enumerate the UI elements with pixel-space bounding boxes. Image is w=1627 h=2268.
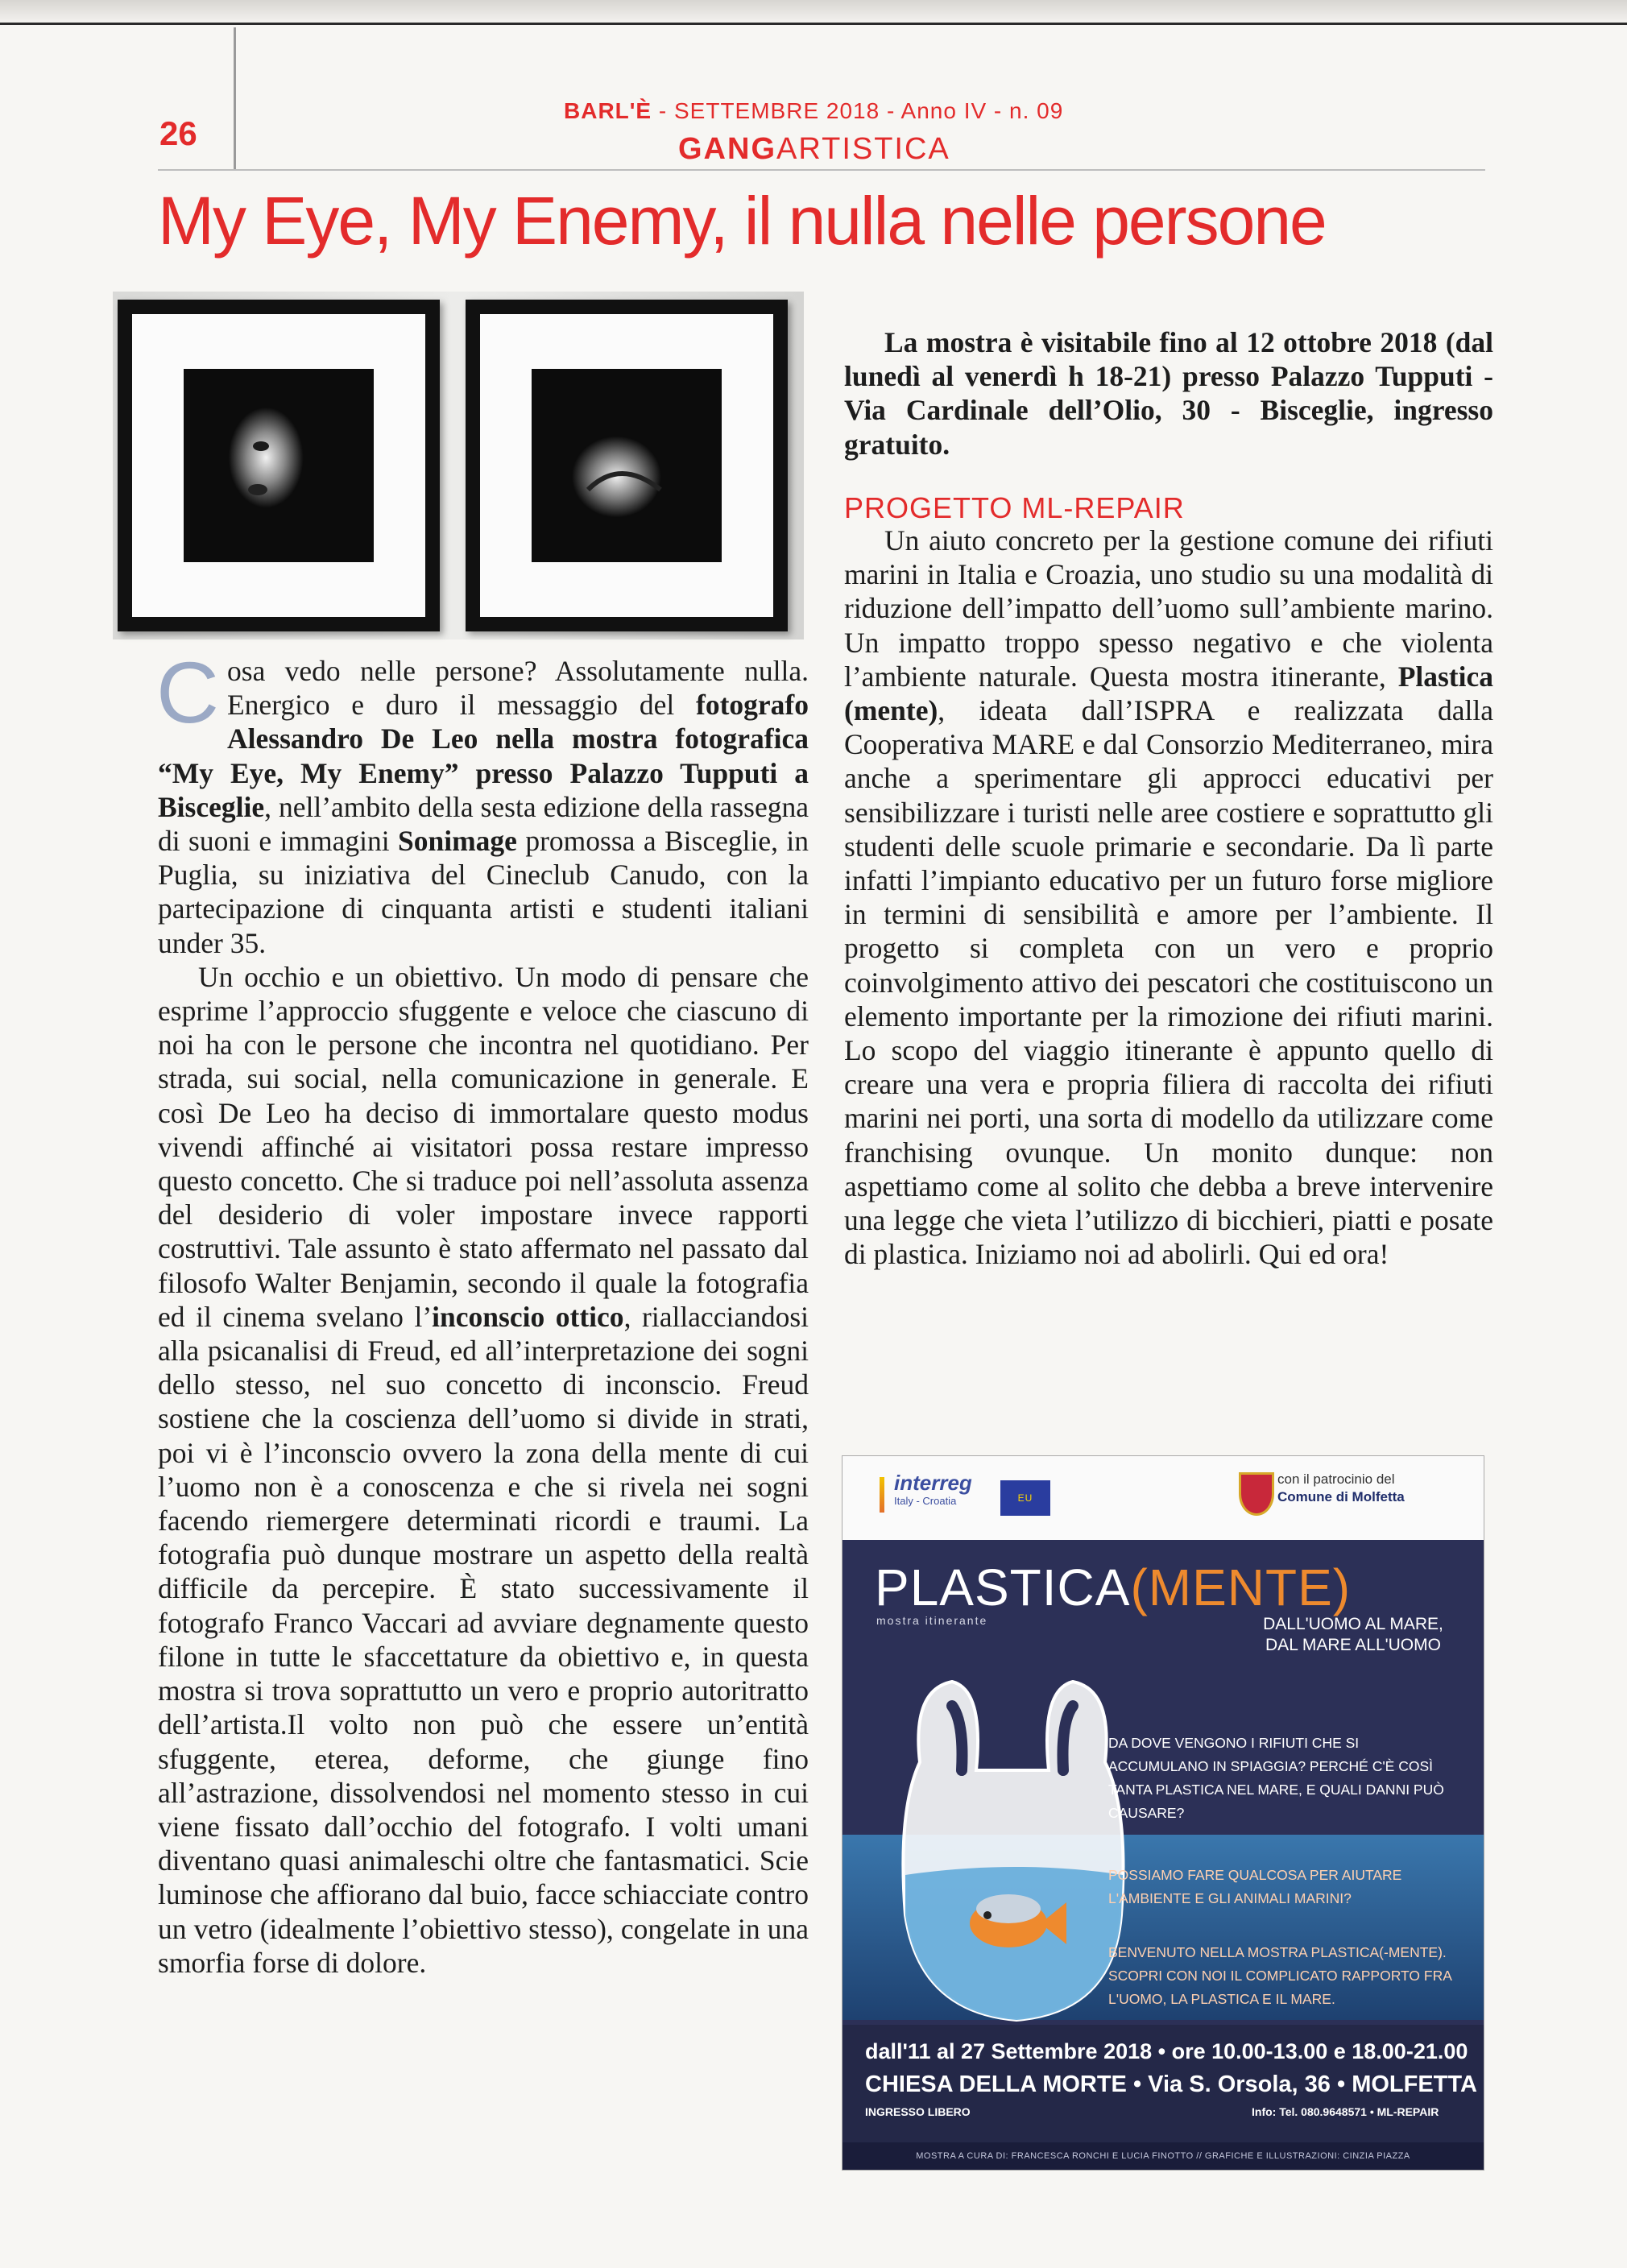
paragraph-1-c: promossa a Bisceglie, in Puglia, su iniziativa del Cineclub Canudo, con la partecipazione di cinquanta artisti e studenti italiani under 35. — [158, 825, 809, 959]
article-body-right — [844, 524, 1493, 1271]
interreg-logo — [880, 1471, 1065, 1527]
patronage — [1277, 1471, 1405, 1506]
poster-footer — [842, 2025, 1484, 2170]
paragraph-1-b: , nell’ambito della sesta edizione della rassegna di suoni e immagini — [158, 790, 809, 858]
eu-flag-icon: EU — [1000, 1480, 1050, 1516]
magazine-name: BARL'È — [564, 98, 652, 123]
poster-title — [875, 1558, 1351, 1617]
poster-question-2: POSSIAMO FARE QUALCOSA PER AIUTARE L'AMBIENTE E GLI ANIMALI MARINI? — [1108, 1867, 1402, 1906]
paragraph-2-bold: inconscio ottico — [432, 1300, 624, 1333]
poster-welcome: BENVENUTO NELLA MOSTRA PLASTICA(-MENTE). SCOPRI CON NOI IL COMPLICATO RAPPORTO FRA L'UOMO, LA PLASTICA E IL MARE. — [1108, 1944, 1451, 2007]
exhibition-poster — [842, 1456, 1484, 2170]
header-rule — [158, 169, 1485, 171]
plastic-bag-illustration — [888, 1674, 1137, 2028]
visit-info — [844, 325, 1493, 461]
patronage-line1: con il patrocinio del — [1277, 1471, 1395, 1487]
section-paragraph-a: Un aiuto concreto per la gestione comune dei rifiuti marini in Italia e Croazia, uno studio su una modalità di riduzione dell’impatto dell’uomo sull’ambiente marino. Un impatto troppo spesso negativo e che violenta l’ambiente naturale. Questa mostra itinerante, — [844, 524, 1493, 693]
section-label-rest: ARTISTICA — [776, 132, 950, 166]
drop-cap: C — [156, 644, 219, 741]
interreg-sub: Italy - Croatia — [894, 1495, 957, 1507]
poster-info: Info: Tel. 080.9648571 • ML-REPAIR — [1252, 2105, 1439, 2118]
poster-title-accent: (MENTE) — [1130, 1558, 1352, 1616]
portrait-right — [532, 369, 722, 562]
poster-venue: CHIESA DELLA MORTE • Via S. Orsola, 36 • MOLFETTA — [865, 2071, 1477, 2097]
section-label — [678, 132, 950, 167]
poster-entry: INGRESSO LIBERO — [865, 2105, 971, 2118]
poster-logo-bar — [842, 1456, 1484, 1540]
header-divider — [234, 27, 236, 169]
article-body-left — [156, 644, 809, 1980]
section-heading: PROGETTO ML-REPAIR — [844, 491, 1185, 524]
poster-title-main: PLASTICA — [875, 1558, 1131, 1616]
issue-line — [564, 98, 1063, 124]
paragraph-2-b: , riallacciandosi alla psicanalisi di Freud, ed all’interpretazione dei sogni dello stesso, nel suo concetto di inconscio. Freud sostiene che la coscienza dell’uomo si divide in strati, poi vi è l’inconscio ovvero la zona della mente di cui l’uomo non è a conoscenza e che si rivela nei sogni facendo riemergere determinati ricordi e traumi. La fotografia può dunque mostrare un aspetto della realtà difficile da percepire. È stato successivamente il fotografo Franco Vaccari ad avviare degnamente questo filone in tutte le sfaccettature da obiettivo e, in questa mostra si trova soprattutto un vero e proprio autoritratto dell’artista.Il volto non può che essere un’entità sfuggente, eterea, deforme, che giunge fino all’astrazione, dissolvendosi nel momento stesso in cui viene fissato dall’occhio del fotografo. I volti umani diventano quasi animaleschi oltre che fantasmatici. Scie luminose che affiorano dal buio, facce schiacciate contro un vetro (idealmente l’obiettivo stesso), congelate in una smorfia forse di dolore. — [158, 1300, 809, 1979]
top-rule — [0, 23, 1627, 25]
molfetta-crest-icon — [1239, 1472, 1274, 1516]
visit-info-text: La mostra è visitabile fino al 12 ottobre 2018 (dal lunedì al venerdì h 18-21) presso Palazzo Tupputi - Via Cardinale dell’Olio, 30 - Bisceglie, ingresso gratuito. — [844, 326, 1493, 461]
section-label-strong: GANG — [678, 132, 776, 166]
frame-right — [466, 300, 788, 631]
poster-tagline: DALL'UOMO AL MARE, DAL MARE ALL'UOMO — [1263, 1615, 1443, 1654]
interreg-name: interreg — [894, 1471, 972, 1495]
frame-left — [118, 300, 440, 631]
poster-question-1: DA DOVE VENGONO I RIFIUTI CHE SI ACCUMULANO IN SPIAGGIA? PERCHÉ C'È COSÌ TANTA PLASTICA NEL MARE, E QUALI DANNI PUÒ CAUSARE? — [1108, 1735, 1444, 1821]
exhibition-photo — [113, 292, 804, 639]
article-title: My Eye, My Enemy, il nulla nelle persone — [158, 183, 1326, 259]
paragraph-1-bold2: Sonimage — [398, 825, 517, 858]
page-number: 26 — [159, 114, 197, 152]
poster-dates: dall'11 al 27 Settembre 2018 • ore 10.00-13.00 e 18.00-21.00 — [865, 2039, 1468, 2063]
portrait-left — [184, 369, 374, 562]
section-paragraph-bold: Plastica (mente) — [844, 660, 1493, 727]
paragraph-1-a: osa vedo nelle persone? Assolutamente nulla. Energico e duro il messaggio del — [227, 655, 809, 722]
issue-info: - SETTEMBRE 2018 - Anno IV - n. 09 — [652, 98, 1064, 123]
section-paragraph-b: , ideata dall’ISPRA e realizzata dalla Cooperativa MARE e dal Consorzio Mediterraneo, mira anche a sperimentare gli approcci educativi per sensibilizzare i turisti nelle aree costiere e soprattutto gli studenti delle scuole primarie e secondarie. Da lì parte infatti l’impianto educativo per un futuro forse migliore in termini di sensibilità e amore per l’ambiente. Il progetto si completa con un vero e proprio coinvolgimento attivo dei pescatori che costituiscono un elemento importante per la rimozione dei rifiuti marini. Lo scopo del viaggio itinerante è appunto quello di creare una vera e propria filiera di raccolta dei rifiuti marini nei porti, una sorta di modello da utilizzare come franchising ovunque. Un monito dunque: non aspettiamo come al solito che debba a breve intervenire una legge che vieta l’utilizzo di bicchieri, piatti e posate di plastica. Iniziamo noi ad abolirli. Qui ed ora! — [844, 694, 1493, 1271]
patronage-line2: Comune di Molfetta — [1277, 1489, 1405, 1504]
paragraph-2-a: Un occhio e un obiettivo. Un modo di pensare che esprime l’approccio sfuggente e veloce che ciascuno di noi ha con le persone che incontra nel quotidiano. Per strada, sui social, nella comunicazione in generale. E così De Leo ha deciso di immortalare questo modus vivendi affinché ai visitatori possa restare impresso questo concetto. Che si traduce poi nell’assoluta assenza del desiderio di voler impostare invece rapporti costruttivi. Tale assunto è stato affermato nel passato dal filosofo Walter Benjamin, secondo il quale la fotografia ed il cinema svelano l’ — [158, 960, 809, 1333]
paragraph-1-bold: fotografo Alessandro De Leo nella mostra fotografica “My Eye, My Enemy” presso Palazzo Tupputi a Bisceglie — [158, 689, 809, 823]
poster-subtitle: mostra itinerante — [876, 1614, 988, 1627]
poster-credits: MOSTRA A CURA DI: FRANCESCA RONCHI E LUCIA FINOTTO // GRAFICHE E ILLUSTRAZIONI: CINZIA PIAZZA — [842, 2142, 1484, 2170]
